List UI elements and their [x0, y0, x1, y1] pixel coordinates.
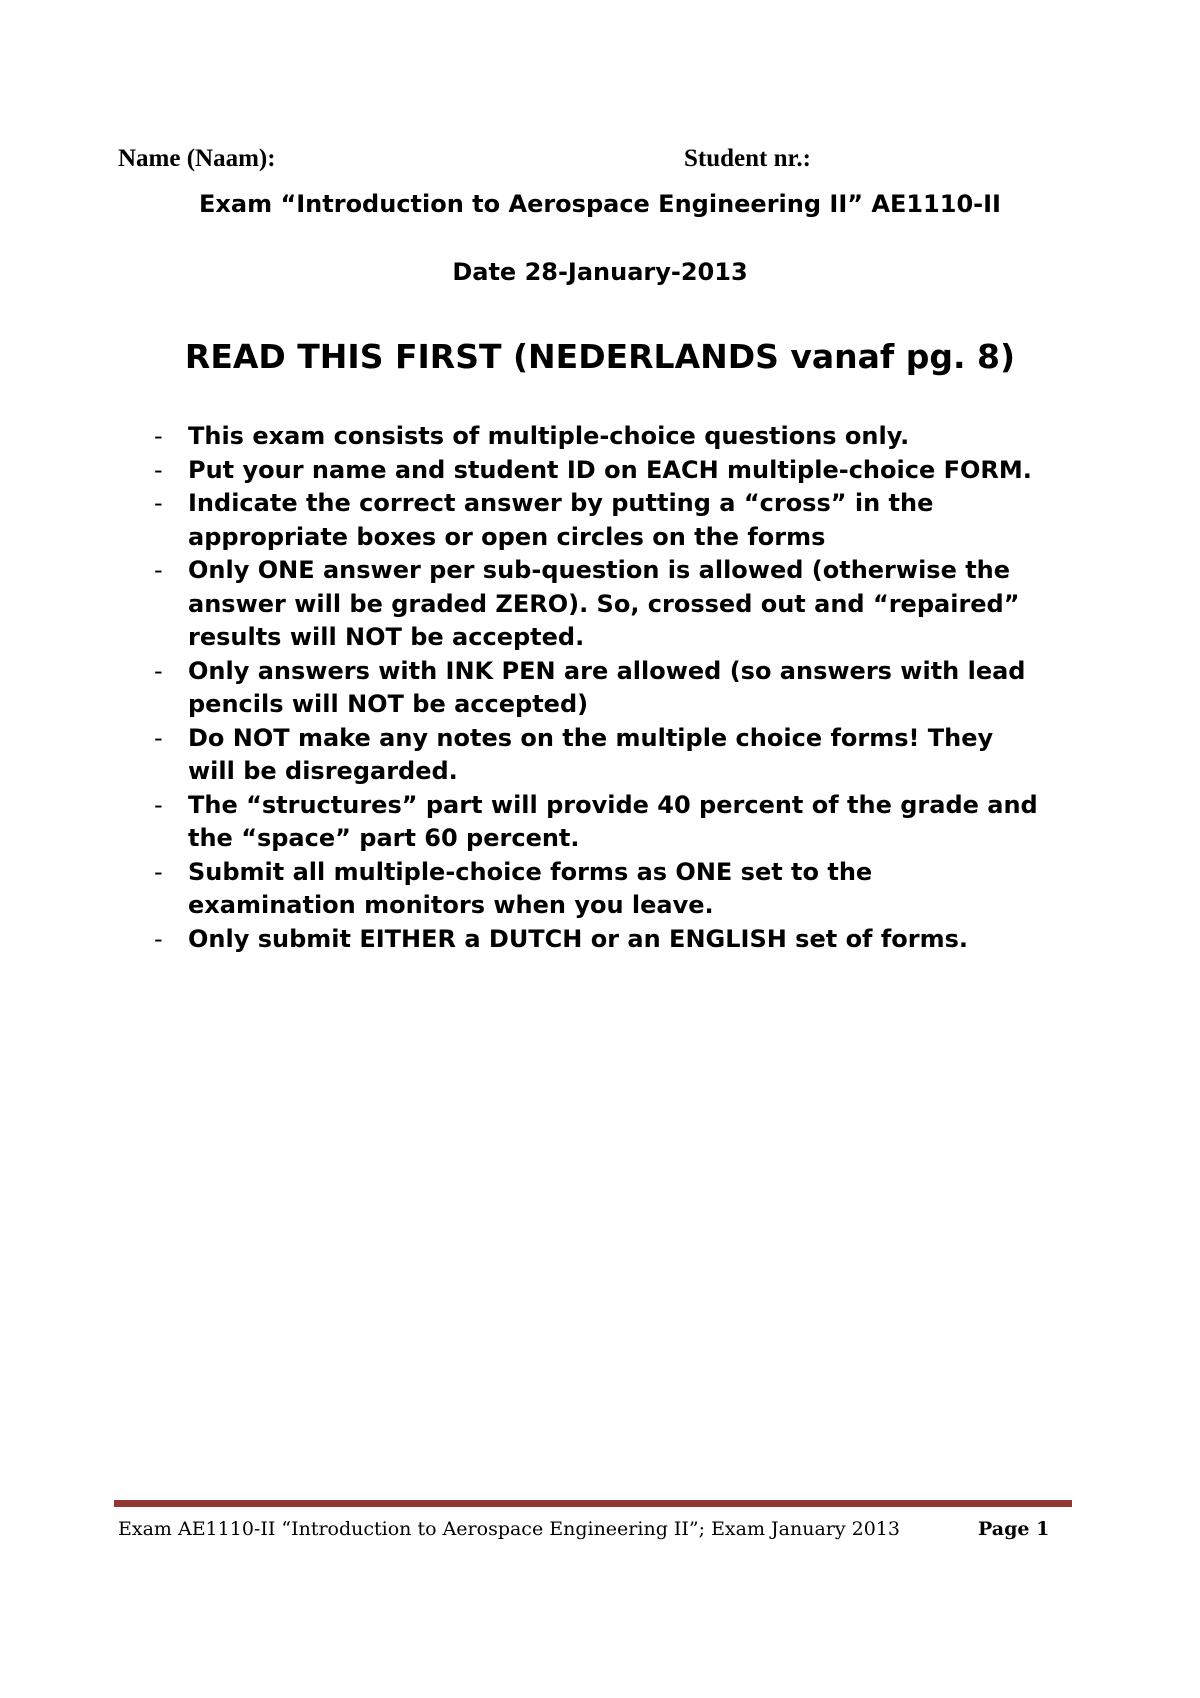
- instruction-text-line: Do NOT make any notes on the multiple choice forms! They: [188, 723, 994, 752]
- instruction-text-line: Only ONE answer per sub-question is allowed (otherwise the: [188, 556, 1011, 584]
- instruction-item: [150, 420, 1070, 454]
- exam-date: Date 28-January-2013: [452, 258, 748, 286]
- student-number-label: Student nr.:: [684, 145, 811, 172]
- instruction-text-line: answer will be graded ZERO). So, crossed out and “repaired”: [188, 589, 1020, 618]
- instruction-item: [150, 856, 1070, 923]
- instruction-item: [150, 554, 1070, 655]
- instruction-text-line: Only submit EITHER a DUTCH or an ENGLISH set of forms.: [188, 924, 969, 953]
- instruction-text-line: Submit all multiple-choice forms as ONE set to the: [188, 857, 873, 886]
- instructions-list: [150, 420, 1070, 956]
- name-student-line: [118, 145, 1018, 179]
- instruction-text-line: appropriate boxes or open circles on the forms: [188, 522, 826, 551]
- list-dash: -: [154, 556, 163, 584]
- list-dash: -: [154, 924, 163, 953]
- instruction-text-line: pencils will NOT be accepted): [188, 690, 589, 718]
- list-dash: -: [154, 723, 163, 752]
- list-dash: -: [154, 656, 163, 685]
- instruction-item: [150, 722, 1070, 789]
- instruction-text-line: the “space” part 60 percent.: [188, 824, 580, 852]
- instruction-text-line: This exam consists of multiple-choice questions only.: [188, 422, 910, 450]
- instruction-text-line: Only answers with INK PEN are allowed (so answers with lead: [188, 656, 1026, 685]
- instruction-item: [150, 655, 1070, 722]
- instruction-item: [150, 487, 1070, 554]
- list-dash: -: [154, 857, 163, 886]
- list-dash: -: [154, 422, 163, 450]
- footer-text: Exam AE1110-II “Introduction to Aerospace Engineering II”; Exam January 2013: [118, 1518, 900, 1540]
- instruction-text-line: examination monitors when you leave.: [188, 891, 714, 919]
- instruction-item: [150, 454, 1070, 488]
- list-dash: -: [154, 455, 163, 484]
- list-dash: -: [154, 489, 163, 517]
- instruction-item: [150, 789, 1070, 856]
- footer-divider: [114, 1500, 1072, 1507]
- list-dash: -: [154, 790, 163, 819]
- exam-title: Exam “Introduction to Aerospace Engineering II” AE1110-II: [199, 190, 1001, 218]
- instruction-text-line: Put your name and student ID on EACH multiple-choice FORM.: [188, 455, 1032, 484]
- page-footer: [118, 1518, 1058, 1548]
- instruction-item: [150, 923, 1070, 957]
- instruction-text-line: The “structures” part will provide 40 percent of the grade and: [188, 790, 1038, 819]
- instruction-text-line: will be disregarded.: [188, 757, 458, 785]
- instruction-text-line: Indicate the correct answer by putting a “cross” in the: [188, 489, 934, 517]
- name-label: Name (Naam):: [118, 145, 276, 172]
- page-number: Page 1: [978, 1518, 1050, 1540]
- read-first-heading: READ THIS FIRST (NEDERLANDS vanaf pg. 8): [184, 337, 1016, 376]
- instruction-text-line: results will NOT be accepted.: [188, 623, 585, 651]
